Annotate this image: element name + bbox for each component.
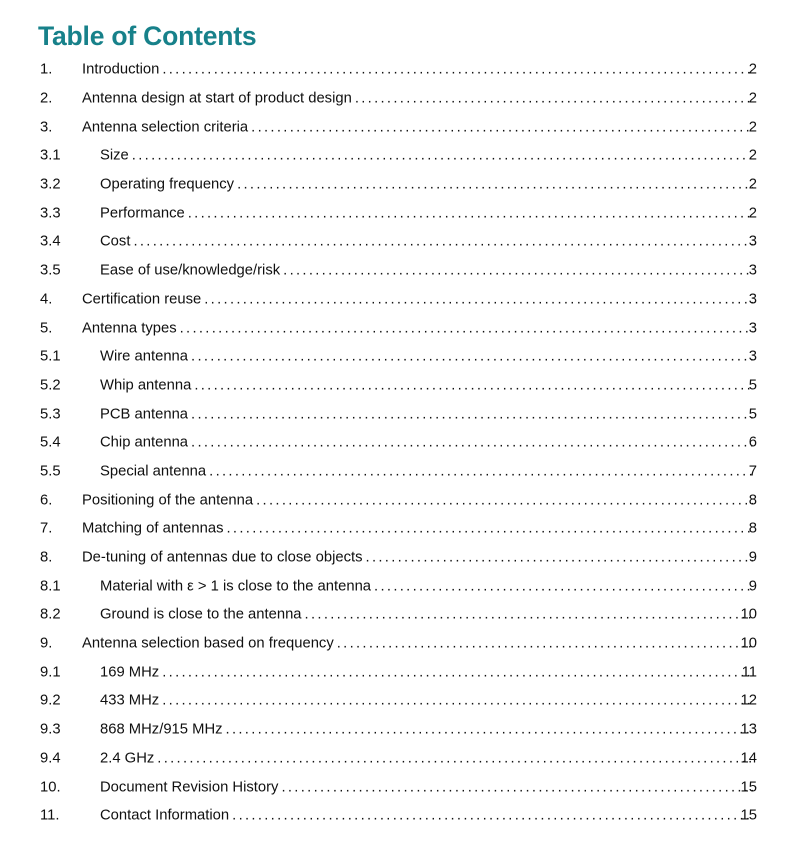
toc-entry-number: 8.: [40, 549, 53, 566]
toc-dot-leader: [180, 321, 753, 336]
toc-entry-number: 9.2: [40, 693, 61, 710]
toc-entry-body: [82, 63, 757, 78]
toc-entry-label[interactable]: Certification reuse: [82, 292, 202, 308]
toc-entry-number: 5.4: [40, 434, 61, 451]
toc-entry-page-number: 9: [748, 578, 757, 595]
toc-entry[interactable]: [0, 572, 803, 601]
toc-dot-leader: [162, 63, 753, 78]
toc-entry-number: 5.5: [40, 463, 61, 480]
toc-entry-body: [82, 493, 757, 508]
toc-entry[interactable]: [0, 745, 803, 774]
toc-entry-body: [82, 292, 757, 307]
toc-entry-number: 3.4: [40, 234, 61, 251]
toc-entry-number: 9.1: [40, 664, 61, 681]
toc-entry-page-number: 3: [748, 262, 757, 279]
toc-entry-page-number: 9: [748, 549, 757, 566]
toc-entry-page-number: 3: [748, 320, 757, 337]
toc-entry-page-number: 10: [740, 635, 757, 652]
toc-entry-label[interactable]: Antenna selection criteria: [82, 120, 249, 136]
toc-entry-number: 3.5: [40, 262, 61, 279]
toc-entry-label[interactable]: Special antenna: [100, 464, 207, 480]
toc-entry[interactable]: [0, 314, 803, 343]
toc-dot-leader: [188, 206, 753, 221]
toc-entry-body: [100, 579, 757, 594]
toc-entry-body: [100, 608, 757, 623]
toc-entry-label[interactable]: Antenna selection based on frequency: [82, 636, 334, 652]
toc-entry[interactable]: [0, 171, 803, 200]
toc-entry-page-number: 5: [748, 406, 757, 423]
toc-entry-number: 3.2: [40, 176, 61, 193]
toc-entry-page-number: 2: [748, 205, 757, 222]
toc-entry-number: 8.1: [40, 578, 61, 595]
toc-entry-label[interactable]: Performance: [100, 206, 185, 222]
toc-entry-body: [100, 350, 757, 365]
toc-dot-leader: [204, 292, 753, 307]
toc-entry-number: 4.: [40, 291, 53, 308]
toc-entry-number: 5.1: [40, 348, 61, 365]
toc-entry-body: [100, 235, 757, 250]
toc-entry[interactable]: [0, 544, 803, 573]
toc-entry-label[interactable]: Introduction: [82, 62, 160, 78]
toc-entry-page-number: 2: [748, 176, 757, 193]
toc-dot-leader: [283, 264, 753, 279]
toc-entry[interactable]: [0, 601, 803, 630]
toc-entry[interactable]: [0, 802, 803, 831]
toc-entry-page-number: 3: [748, 291, 757, 308]
toc-entry-label[interactable]: Matching of antennas: [82, 521, 224, 537]
toc-entry-page-number: 7: [748, 463, 757, 480]
toc-entry[interactable]: [0, 142, 803, 171]
toc-entry-label[interactable]: Contact Information: [100, 808, 230, 824]
toc-entry-body: [100, 465, 757, 480]
toc-entry-number: 5.3: [40, 406, 61, 423]
toc-dot-leader: [162, 694, 753, 709]
page-title: Table of Contents: [38, 21, 257, 51]
toc-entry-number: 6.: [40, 492, 53, 509]
toc-entry-body: [82, 120, 757, 135]
toc-entry[interactable]: [0, 486, 803, 515]
toc-entry[interactable]: [0, 515, 803, 544]
toc-entry-page-number: 2: [748, 90, 757, 107]
toc-entry-number: 9.: [40, 635, 53, 652]
toc-dot-leader: [194, 379, 753, 394]
toc-entry-page-number: 3: [748, 234, 757, 251]
toc-dot-leader: [191, 407, 753, 422]
toc-entry-body: [82, 637, 757, 652]
table-of-contents-list: [0, 56, 803, 831]
toc-entry-body: [100, 780, 757, 795]
toc-entry-page-number: 2: [748, 148, 757, 165]
toc-entry-page-number: 8: [748, 492, 757, 509]
toc-entry-number: 1.: [40, 61, 53, 78]
toc-entry-label[interactable]: 868 MHz/915 MHz: [100, 722, 223, 738]
toc-entry[interactable]: [0, 458, 803, 487]
toc-entry-page-number: 15: [740, 807, 757, 824]
toc-entry-label[interactable]: Operating frequency: [100, 177, 235, 193]
toc-dot-leader: [251, 120, 753, 135]
toc-dot-leader: [256, 493, 753, 508]
toc-entry-page-number: 14: [740, 750, 757, 767]
toc-entry-page-number: 2: [748, 119, 757, 136]
toc-entry[interactable]: [0, 400, 803, 429]
toc-entry[interactable]: [0, 773, 803, 802]
toc-entry[interactable]: [0, 372, 803, 401]
toc-entry-number: 9.3: [40, 721, 61, 738]
toc-entry-label[interactable]: 169 MHz: [100, 665, 160, 681]
toc-entry[interactable]: [0, 199, 803, 228]
toc-entry-label[interactable]: PCB antenna: [100, 407, 189, 422]
toc-entry-body: [100, 665, 757, 680]
toc-entry-body: [82, 321, 757, 336]
toc-entry-body: [100, 178, 757, 193]
toc-entry[interactable]: [0, 113, 803, 142]
toc-entry-body: [100, 723, 757, 738]
toc-entry-body: [82, 92, 757, 107]
toc-entry[interactable]: [0, 286, 803, 315]
toc-entry-number: 5.2: [40, 377, 61, 394]
toc-entry-label[interactable]: Ease of use/knowledge/risk: [100, 263, 281, 279]
toc-entry-page-number: 12: [740, 693, 757, 710]
toc-dot-leader: [162, 665, 753, 680]
toc-entry[interactable]: [0, 56, 803, 85]
toc-entry-page-number: 15: [740, 779, 757, 796]
toc-entry-number: 3.1: [40, 148, 61, 165]
toc-entry-page-number: 11: [741, 664, 757, 681]
toc-entry-body: [100, 694, 757, 709]
toc-entry-number: 11.: [40, 807, 60, 824]
toc-dot-leader: [191, 350, 753, 365]
toc-entry-number: 9.4: [40, 750, 61, 767]
toc-entry-body: [100, 407, 757, 422]
toc-entry-number: 7.: [40, 520, 53, 537]
toc-entry-body: [100, 206, 757, 221]
toc-entry-label[interactable]: 433 MHz: [100, 694, 160, 709]
toc-entry-number: 3.3: [40, 205, 61, 222]
toc-entry-page-number: 13: [740, 721, 757, 738]
toc-entry[interactable]: [0, 228, 803, 257]
toc-entry-label[interactable]: Size: [100, 149, 129, 164]
toc-entry-number: 8.2: [40, 607, 61, 624]
toc-entry-page-number: 10: [740, 607, 757, 624]
toc-entry-label[interactable]: Antenna types: [82, 321, 177, 336]
toc-dot-leader: [191, 436, 753, 451]
toc-entry[interactable]: [0, 630, 803, 659]
toc-entry[interactable]: [0, 716, 803, 745]
toc-dot-leader: [366, 551, 753, 566]
toc-entry-body: [100, 436, 757, 451]
toc-entry[interactable]: [0, 257, 803, 286]
toc-entry[interactable]: [0, 85, 803, 114]
toc-entry-body: [100, 379, 757, 394]
toc-dot-leader: [226, 723, 753, 738]
toc-dot-leader: [132, 149, 753, 164]
toc-entry-body: [100, 751, 757, 766]
toc-entry-label[interactable]: 2.4 GHz: [100, 751, 155, 767]
toc-entry-page-number: 6: [748, 434, 757, 451]
toc-dot-leader: [374, 579, 753, 594]
toc-dot-leader: [281, 780, 753, 795]
toc-dot-leader: [133, 235, 753, 250]
toc-entry-label[interactable]: Material with ε > 1 is close to the antenna: [100, 579, 372, 595]
toc-dot-leader: [157, 751, 753, 766]
toc-entry[interactable]: [0, 658, 803, 687]
toc-entry-number: 2.: [40, 90, 53, 107]
toc-entry-label[interactable]: Cost: [100, 235, 131, 250]
toc-entry-label[interactable]: De-tuning of antennas due to close objects: [82, 550, 363, 566]
toc-dot-leader: [305, 608, 753, 623]
toc-dot-leader: [232, 809, 753, 824]
toc-entry-body: [82, 522, 757, 537]
toc-entry-label[interactable]: Ground is close to the antenna: [100, 608, 302, 623]
toc-entry-body: [82, 551, 757, 566]
toc-entry-body: [100, 264, 757, 279]
toc-entry-label[interactable]: Document Revision History: [100, 780, 279, 795]
toc-entry-page-number: 3: [748, 348, 757, 365]
toc-entry-number: 3.: [40, 119, 53, 136]
toc-dot-leader: [227, 522, 754, 537]
toc-dot-leader: [355, 92, 753, 107]
toc-entry-label[interactable]: Antenna design at start of product design: [82, 91, 352, 107]
toc-entry-label[interactable]: Wire antenna: [100, 349, 189, 365]
toc-entry-number: 10.: [40, 779, 61, 796]
toc-dot-leader: [337, 637, 753, 652]
toc-entry[interactable]: [0, 429, 803, 458]
toc-entry-page-number: 5: [748, 377, 757, 394]
toc-entry-body: [100, 809, 757, 824]
toc-entry-body: [100, 149, 757, 164]
toc-entry[interactable]: [0, 687, 803, 716]
toc-entry-page-number: 8: [748, 520, 757, 537]
toc-entry[interactable]: [0, 343, 803, 372]
toc-entry-label[interactable]: Whip antenna: [100, 378, 192, 394]
toc-dot-leader: [209, 465, 753, 480]
toc-entry-label[interactable]: Positioning of the antenna: [82, 493, 254, 509]
toc-entry-page-number: 2: [748, 61, 757, 78]
toc-dot-leader: [237, 178, 753, 193]
toc-entry-number: 5.: [40, 320, 53, 337]
toc-entry-label[interactable]: Chip antenna: [100, 435, 189, 451]
